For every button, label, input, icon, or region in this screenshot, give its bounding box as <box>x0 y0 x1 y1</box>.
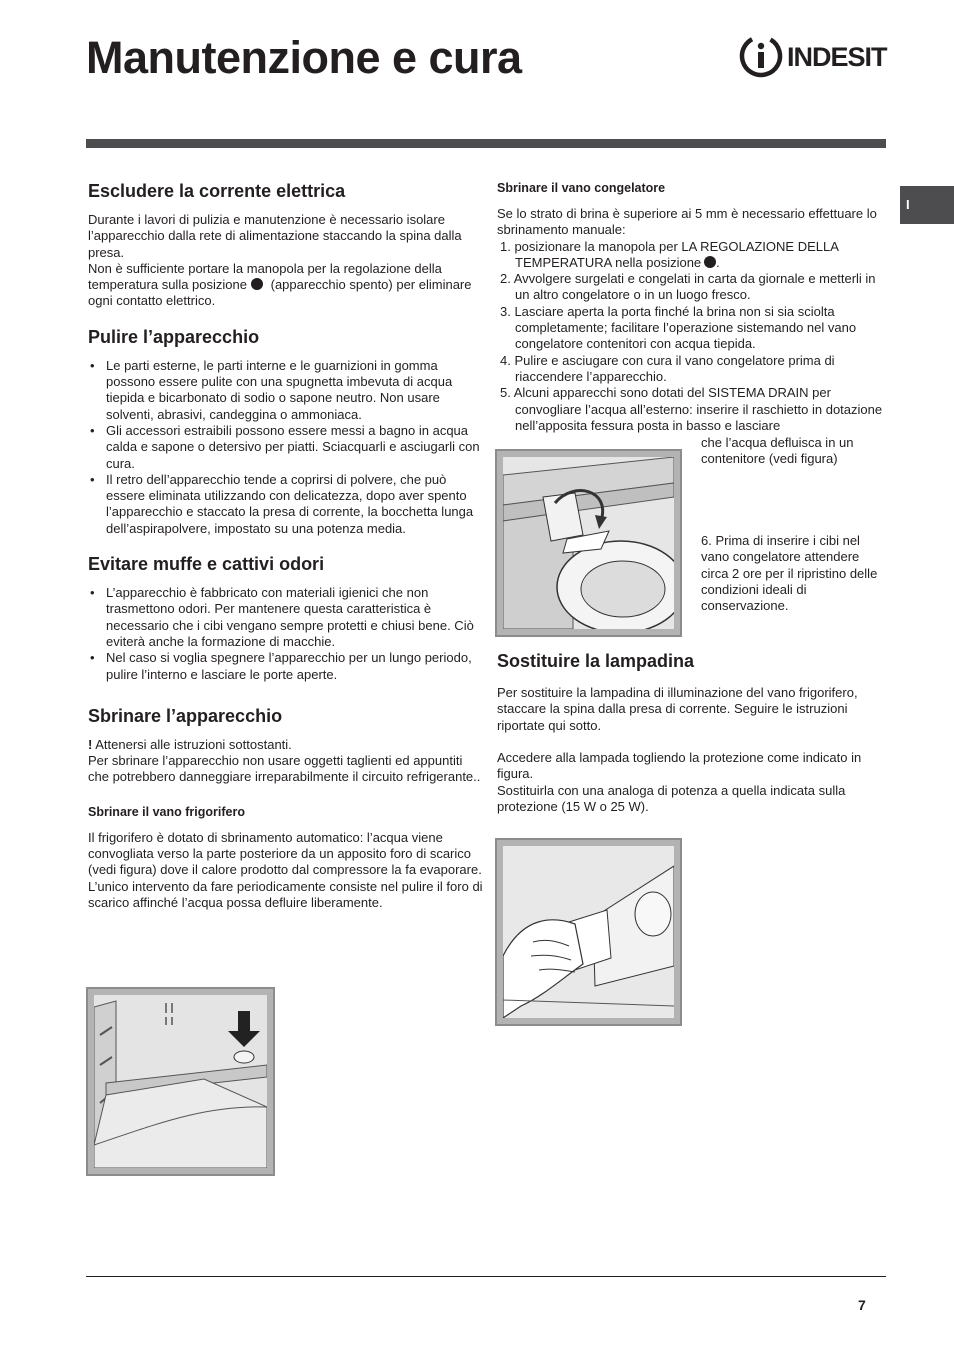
indesit-logo <box>739 34 901 78</box>
off-position-icon <box>251 278 263 290</box>
heading-lamp: Sostituire la lampadina <box>497 651 695 672</box>
defrost-paragraph: Per sbrinare l’apparecchio non usare oggetti taglienti ed appuntiti che potrebbero danneggiare irreparabilmente il circuito refrigerante.. <box>88 753 481 785</box>
list-item: • Nel caso si voglia spegnere l’apparecchio per un lungo periodo, pulire l’interno e lasciare le porte aperte. <box>88 650 484 683</box>
list-item: • Gli accessori estraibili possono essere messi a bagno in acqua calda e sapone o detersivo per piatti. Sciacquarli e asciugarli con cura. <box>88 423 484 472</box>
off-position-icon <box>704 256 716 268</box>
drain-system-figure <box>495 449 682 637</box>
heading-mould: Evitare muffe e cattivi odori <box>88 554 325 575</box>
power-paragraph-2b: (apparecchio spento) per eliminare ogni contatto elettrico. <box>88 277 472 309</box>
subheading-fridge-defrost: Sbrinare il vano frigorifero <box>88 804 245 819</box>
brand-text: INDESIT <box>787 42 887 72</box>
list-item: • Il retro dell’apparecchio tende a coprirsi di polvere, che può essere eliminata utilizzando con delicatezza, dopo aver spento l’apparecchio e staccato la presa di corrente, la bocchetta lunga dell’aspirapolvere, impostato su una potenza media. <box>88 472 484 537</box>
lamp-paragraph-3: Sostituirla con una analoga di potenza a quella indicata sulla protezione (15 W o 25 W). <box>497 782 846 814</box>
lamp-paragraph-1: Per sostituire la lampadina di illuminazione del vano frigorifero, staccare la spina dalla presa di corrente. Seguire le istruzioni riportate qui sotto. <box>497 685 858 733</box>
clean-list <box>88 358 484 537</box>
language-tab-label: I <box>906 197 910 212</box>
list-item: 5. Alcuni apparecchi sono dotati del SISTEMA DRAIN per convogliare l’acqua all’esterno: inserire il raschietto in dotazione nell’apposita fessura posta in basso e lasciare <box>500 385 883 433</box>
page-title: Manutenzione e cura <box>86 32 522 83</box>
list-item: • L’apparecchio è fabbricato con materiali igienici che non trasmettono odori. Per mantenere questa caratteristica è necessario che i cibi vengano sempre protetti e chiusi bene. Ciò eviterà anche la formazione di macchie. <box>88 585 484 650</box>
heading-clean: Pulire l’apparecchio <box>88 326 260 347</box>
footer-rule <box>86 1276 886 1277</box>
list-item: 2. Avvolgere surgelati e congelati in carta da giornale e metterli in un altro congelatore o in un luogo fresco. <box>500 271 876 303</box>
fridge-defrost-paragraph: Il frigorifero è dotato di sbrinamento automatico: l’acqua viene convogliata verso la parte posteriore da un apposito foro di scarico (vedi figura) dove il calore prodotto dal compressore la fa evaporare. L’unico intervento da fare periodicamente consiste nel pulire il foro di scarico affinché l’acqua possa defluire liberamente. <box>88 829 483 910</box>
header-bar <box>86 139 886 148</box>
power-paragraph-1: Durante i lavori di pulizia e manutenzione è necessario isolare l’apparecchio dalla rete di alimentazione staccando la spina dalla presa. <box>88 212 462 260</box>
list-item: 3. Lasciare aperta la porta finché la brina non si sia sciolta completamente; facilitare l’operazione sistemando nel vano congelatore contenitori con acqua tiepida. <box>500 303 857 352</box>
warning-icon: ! <box>88 736 93 752</box>
page-number: 7 <box>858 1297 866 1313</box>
drain-caption: che l’acqua defluisca in un contenitore (vedi figura) <box>701 435 854 467</box>
mould-list <box>88 585 484 683</box>
subheading-freezer-defrost: Sbrinare il vano congelatore <box>497 181 666 195</box>
warning-text <box>88 737 484 753</box>
heading-power: Escludere la corrente elettrica <box>88 181 346 201</box>
heading-defrost: Sbrinare l’apparecchio <box>88 705 283 726</box>
power-paragraph-2 <box>88 261 484 310</box>
language-tab <box>900 186 954 224</box>
warning-label: Attenersi alle istruzioni sottostanti. <box>95 736 292 752</box>
fridge-drain-figure <box>86 987 275 1176</box>
list-item: 4. Pulire e asciugare con cura il vano congelatore prima di riaccendere l’apparecchio. <box>500 352 835 384</box>
left-column <box>88 180 484 911</box>
lamp-replacement-figure <box>495 838 682 1026</box>
lamp-paragraph-2: Accedere alla lampada togliendo la protezione come indicato in figura. <box>497 750 862 782</box>
list-item: • Le parti esterne, le parti interne e le guarnizioni in gomma possono essere pulite con una spugnetta imbevuta di acqua tiepida e bicarbonato di sodio o sapone neutro. Non usare solventi, abrasivi, candeggina o ammoniaca. <box>88 358 484 423</box>
list-item <box>497 239 889 272</box>
freezer-intro: Se lo strato di brina è superiore ai 5 mm è necessario effettuare lo sbrinamento manuale: <box>497 206 877 238</box>
freezer-steps <box>497 239 889 435</box>
step-1-text: 1. posizionare la manopola per LA REGOLAZIONE DELLA TEMPERATURA nella posizione <box>500 238 839 270</box>
step-6-caption: 6. Prima di inserire i cibi nel vano congelatore attendere circa 2 ore per il ripristino delle condizioni ideali di conservazione. <box>701 533 878 614</box>
step-1-end: . <box>716 254 720 270</box>
power-paragraph-2a: Non è sufficiente portare la manopola per la regolazione della temperatura sulla posizione <box>88 260 442 293</box>
